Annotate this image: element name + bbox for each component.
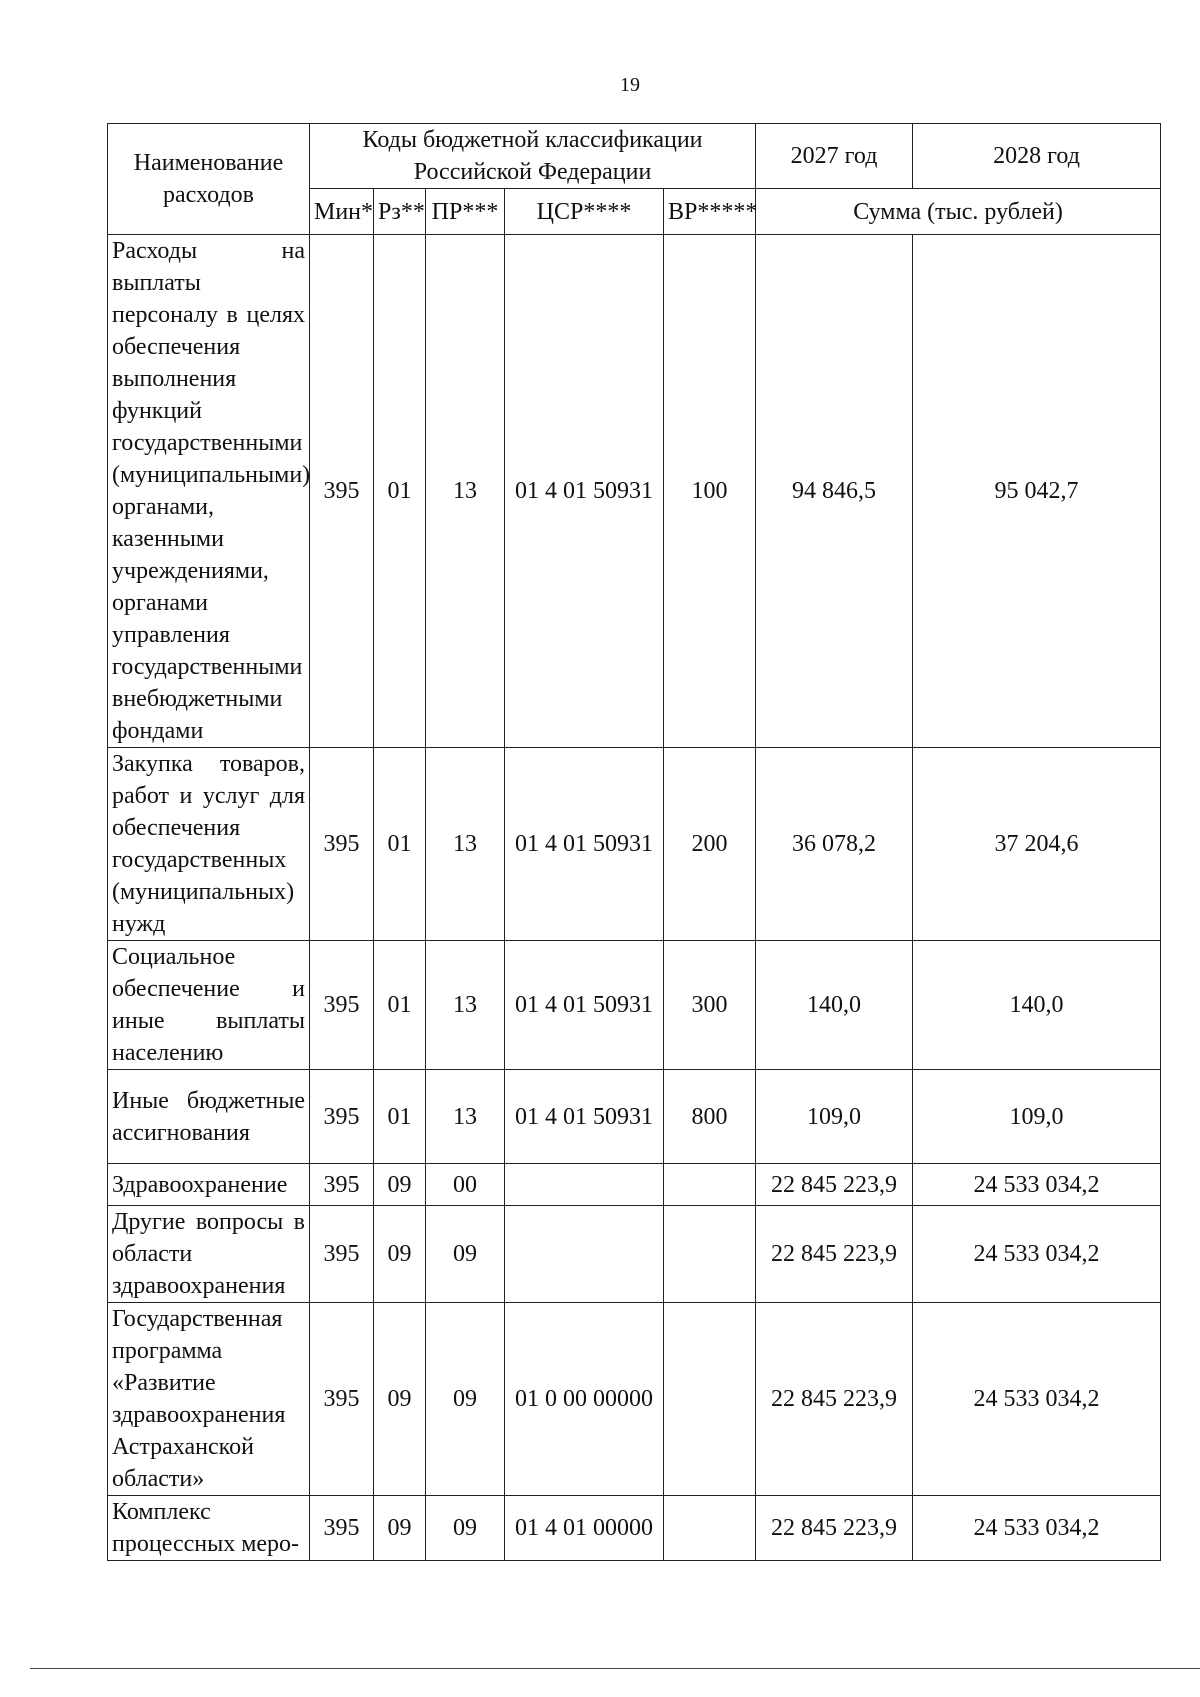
row-2028: 95 042,7 — [913, 235, 1161, 748]
row-2027: 22 845 223,9 — [756, 1496, 913, 1561]
row-vr: 100 — [664, 235, 756, 748]
row-rz: 09 — [374, 1206, 426, 1303]
row-name: Расходы на выплаты персоналу в целях обеспечения выполнения функций государственными (муниципальными) органами, казенными учреждениями, органами управления государственными внебюджетными фондами — [108, 235, 310, 748]
row-2027: 94 846,5 — [756, 235, 913, 748]
row-vr: 800 — [664, 1070, 756, 1164]
row-2028: 24 533 034,2 — [913, 1164, 1161, 1206]
row-rz: 09 — [374, 1303, 426, 1496]
budget-table — [107, 123, 1161, 1561]
row-name: Социальное обеспечение и иные выплаты населению — [108, 941, 310, 1070]
table-row — [108, 235, 1161, 748]
row-2027: 22 845 223,9 — [756, 1164, 913, 1206]
header-min: Мин* — [310, 189, 374, 235]
row-min: 395 — [310, 748, 374, 941]
row-2027: 36 078,2 — [756, 748, 913, 941]
row-2028: 24 533 034,2 — [913, 1303, 1161, 1496]
row-pr: 13 — [426, 941, 505, 1070]
header-name: Наименование расходов — [108, 124, 310, 235]
row-name: Другие вопросы в области здравоохранения — [108, 1206, 310, 1303]
row-name: Государственная программа «Развитие здравоохранения Астраханской области» — [108, 1303, 310, 1496]
row-pr: 09 — [426, 1303, 505, 1496]
row-csr: 01 4 01 50931 — [505, 235, 664, 748]
row-rz: 01 — [374, 748, 426, 941]
row-vr — [664, 1206, 756, 1303]
row-rz: 09 — [374, 1164, 426, 1206]
header-rz: Рз** — [374, 189, 426, 235]
row-csr: 01 4 01 50931 — [505, 941, 664, 1070]
row-pr: 13 — [426, 1070, 505, 1164]
row-pr: 13 — [426, 748, 505, 941]
row-min: 395 — [310, 235, 374, 748]
row-vr — [664, 1303, 756, 1496]
header-year-2028: 2028 год — [913, 124, 1161, 189]
row-csr — [505, 1206, 664, 1303]
header-vr: ВР***** — [664, 189, 756, 235]
row-min: 395 — [310, 1070, 374, 1164]
header-sum: Сумма (тыс. рублей) — [756, 189, 1161, 235]
row-rz: 01 — [374, 235, 426, 748]
table-row — [108, 1303, 1161, 1496]
row-csr — [505, 1164, 664, 1206]
row-vr: 300 — [664, 941, 756, 1070]
row-2027: 22 845 223,9 — [756, 1303, 913, 1496]
page-number: 19 — [620, 74, 640, 96]
row-min: 395 — [310, 941, 374, 1070]
row-min: 395 — [310, 1496, 374, 1561]
row-rz: 09 — [374, 1496, 426, 1561]
row-vr — [664, 1496, 756, 1561]
bottom-rule — [30, 1668, 1200, 1669]
table-row — [108, 748, 1161, 941]
row-vr: 200 — [664, 748, 756, 941]
row-pr: 09 — [426, 1496, 505, 1561]
table-row — [108, 1070, 1161, 1164]
row-min: 395 — [310, 1303, 374, 1496]
header-codes: Коды бюджетной классификации Российской Федерации — [310, 124, 756, 189]
row-2027: 22 845 223,9 — [756, 1206, 913, 1303]
row-vr — [664, 1164, 756, 1206]
row-2028: 140,0 — [913, 941, 1161, 1070]
row-csr: 01 4 01 50931 — [505, 748, 664, 941]
row-2028: 37 204,6 — [913, 748, 1161, 941]
table-row — [108, 1206, 1161, 1303]
row-name: Закупка товаров, работ и услуг для обеспечения государственных (муниципальных) нужд — [108, 748, 310, 941]
table-row — [108, 941, 1161, 1070]
row-pr: 13 — [426, 235, 505, 748]
row-csr: 01 4 01 00000 — [505, 1496, 664, 1561]
table-row — [108, 1496, 1161, 1561]
row-csr: 01 0 00 00000 — [505, 1303, 664, 1496]
header-row-1 — [108, 124, 1161, 189]
row-2027: 109,0 — [756, 1070, 913, 1164]
row-name: Иные бюджетные ассигнования — [108, 1070, 310, 1164]
header-pr: ПР*** — [426, 189, 505, 235]
row-2027: 140,0 — [756, 941, 913, 1070]
row-2028: 24 533 034,2 — [913, 1206, 1161, 1303]
table-row — [108, 1164, 1161, 1206]
row-min: 395 — [310, 1164, 374, 1206]
row-min: 395 — [310, 1206, 374, 1303]
header-year-2027: 2027 год — [756, 124, 913, 189]
row-2028: 109,0 — [913, 1070, 1161, 1164]
row-rz: 01 — [374, 941, 426, 1070]
row-rz: 01 — [374, 1070, 426, 1164]
row-pr: 09 — [426, 1206, 505, 1303]
row-pr: 00 — [426, 1164, 505, 1206]
row-name: Комплекс процессных меро- — [108, 1496, 310, 1561]
row-csr: 01 4 01 50931 — [505, 1070, 664, 1164]
row-2028: 24 533 034,2 — [913, 1496, 1161, 1561]
row-name: Здравоохранение — [108, 1164, 310, 1206]
header-csr: ЦСР**** — [505, 189, 664, 235]
